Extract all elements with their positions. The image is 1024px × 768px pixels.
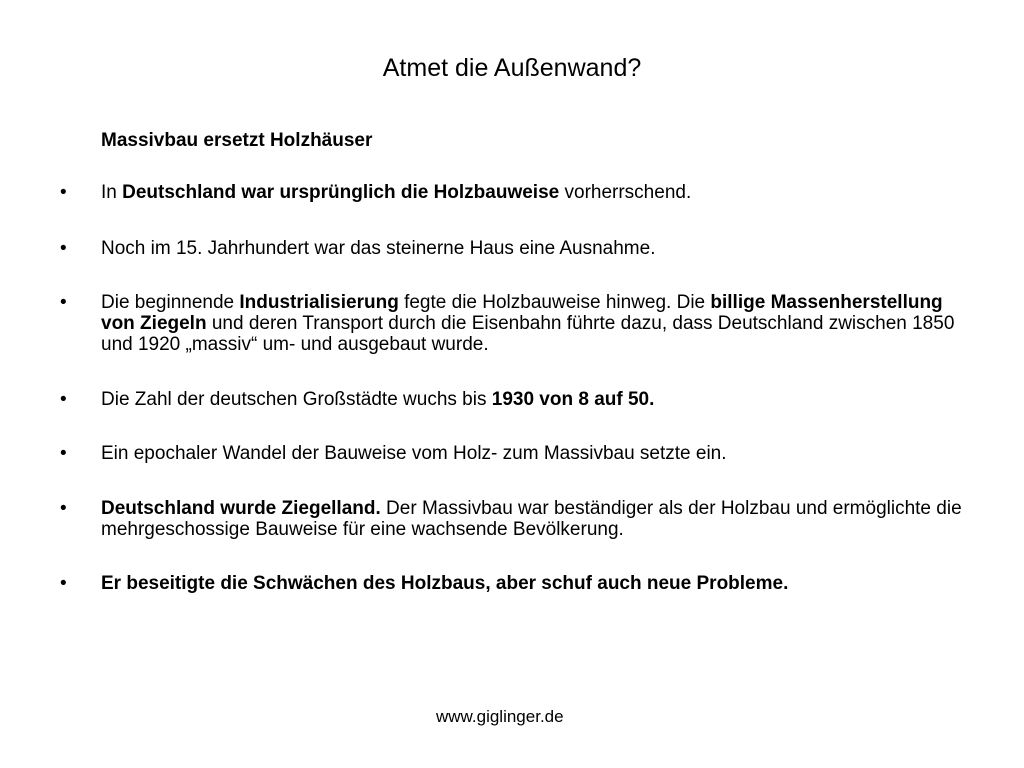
bullet-item [60,182,980,203]
bullet-text-bold: Deutschland wurde Ziegelland. [101,498,381,519]
bullet-text-part: fegte die Holzbauweise hinweg. Die [398,292,711,313]
bullet-text-bold: Er beseitigte die Schwächen des Holzbaus, aber schuf auch neue Probleme. [101,573,789,594]
bullet-item [60,573,980,594]
bullet-text-part: Die Zahl der deutschen Großstädte wuchs bis [101,389,492,410]
bullet-item [60,389,980,410]
bullet-icon: • [60,182,67,203]
footer-url: www.giglinger.de [436,707,564,726]
bullet-text-part: Die beginnende [101,292,240,313]
bullet-text-bold: 1930 von 8 auf 50. [491,389,655,410]
bullet-text [101,238,655,259]
bullet-text [101,389,654,410]
bullet-icon: • [60,292,67,313]
bullet-text [101,443,727,464]
bullet-text [101,182,691,203]
bullet-icon: • [60,389,67,410]
bullet-text-bold: billige Massenherstellung von Ziegeln [101,292,943,334]
bullet-text [101,573,788,594]
bullet-text [101,498,962,540]
bullet-item [60,498,980,540]
bullet-item [60,238,980,259]
bullet-text-bold: Deutschland war ursprünglich die Holzbauweise [122,182,560,203]
bullet-icon: • [60,238,67,259]
bullet-text [101,292,954,355]
bullet-text-part: In [101,182,123,203]
slide-subheading: Massivbau ersetzt Holzhäuser [101,130,373,151]
bullet-text-part: Ein epochaler Wandel der Bauweise vom Holz- zum Massivbau setzte ein. [101,443,727,464]
bullet-item [60,443,980,464]
bullet-text-part: und deren Transport durch die Eisenbahn führte dazu, dass Deutschland zwischen 1850 und 1920 „massiv“ um- und ausgebaut wurde. [101,313,955,355]
bullet-icon: • [60,498,67,519]
bullet-text-part: Noch im 15. Jahrhundert war das steinerne Haus eine Ausnahme. [101,238,656,259]
bullet-text-part: vorherrschend. [559,182,692,203]
bullet-text-part: Der Massivbau war beständiger als der Holzbau und ermöglichte die mehrgeschossige Bauweise für eine wachsende Bevölkerung. [101,498,962,540]
bullet-list [60,182,980,628]
slide-title: Atmet die Außenwand? [382,54,642,82]
bullet-icon: • [60,443,67,464]
bullet-icon: • [60,573,67,594]
bullet-item [60,292,980,355]
bullet-text-bold: Industrialisierung [239,292,399,313]
